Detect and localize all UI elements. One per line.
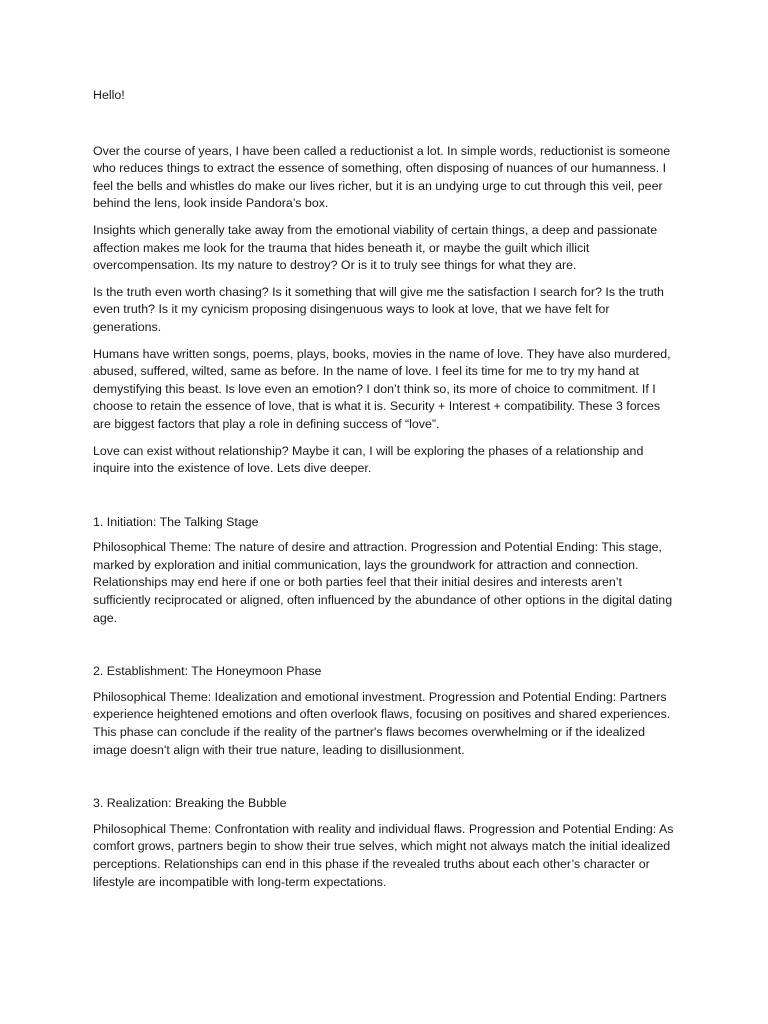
section-body: Philosophical Theme: The nature of desire and attraction. Progression and Potential Ending: This stage, marked by exploration and initial communication, lays the groundwork for attraction and connection. Relationships may end here if one or both parties feel that their initial desires and interests aren’t sufficiently reciprocated or aligned, often influenced by the abundance of other options in the digital dating age. [93, 540, 673, 625]
intro-paragraph-3: Is the truth even worth chasing? Is it something that will give me the satisfaction I search for? Is the truth even truth? Is it my cynicism proposing disingenuous ways to look at love, that we have felt for generations. [93, 284, 664, 334]
section-initiation [93, 514, 676, 628]
section-spacer [93, 636, 676, 663]
section-heading: 1. Initiation: The Talking Stage [93, 514, 259, 529]
section-spacer [93, 768, 676, 795]
intro-paragraph-1: Over the course of years, I have been called a reductionist a lot. In simple words, reductionist is someone who reduces things to extract the essence of something, often disposing of nuances of our humanness. I feel the bells and whistles do make our lives richer, but it is an undying urge to cut through this veil, peer behind the lens, look inside Pandora’s box. [93, 143, 671, 211]
section-establishment [93, 663, 676, 759]
greeting: Hello! [93, 88, 125, 102]
intro-paragraph-5: Love can exist without relationship? Maybe it can, I will be exploring the phases of a relationship and inquire into the existence of love. Lets dive deeper. [93, 443, 644, 476]
section-spacer [93, 487, 676, 514]
section-body: Philosophical Theme: Confrontation with reality and individual flaws. Progression and Potential Ending: As comfort grows, partners begin to show their true selves, which might not always match the initial idealized perceptions. Relationships can end in this phase if the revealed truths about each other’s character or lifestyle are incompatible with long-term expectations. [93, 821, 674, 889]
intro-paragraph-2: Insights which generally take away from the emotional viability of certain things, a deep and passionate affection makes me look for the trauma that hides beneath it, or maybe the guilt which illicit overcompensation. Its my nature to destroy? Or is it to truly see things for what they are. [93, 222, 658, 273]
section-heading: 2. Establishment: The Honeymoon Phase [93, 664, 322, 679]
section-body: Philosophical Theme: Idealization and emotional investment. Progression and Potential Ending: Partners experience heightened emotions and often overlook flaws, focusing on positives and shared experiences. This phase can conclude if the reality of the partner's flaws becomes overwhelming or if the idealized image doesn't align with their true nature, leading to disillusionment. [93, 689, 671, 757]
intro-paragraph-4: Humans have written songs, poems, plays, books, movies in the name of love. They have also murdered, abused, suffered, wilted, same as before. In the name of love. I feel its time for me to try my hand at demystifying this beast. Is love even an emotion? I don’t think so, its more of choice to commitment. If I choose to retain the essence of love, that is what it is. Security + Interest + compatibility. These 3 forces are biggest factors that play a role in defining success of “love”. [93, 346, 671, 431]
section-realization [93, 795, 676, 891]
section-heading: 3. Realization: Breaking the Bubble [93, 796, 287, 811]
document-page [93, 87, 676, 900]
